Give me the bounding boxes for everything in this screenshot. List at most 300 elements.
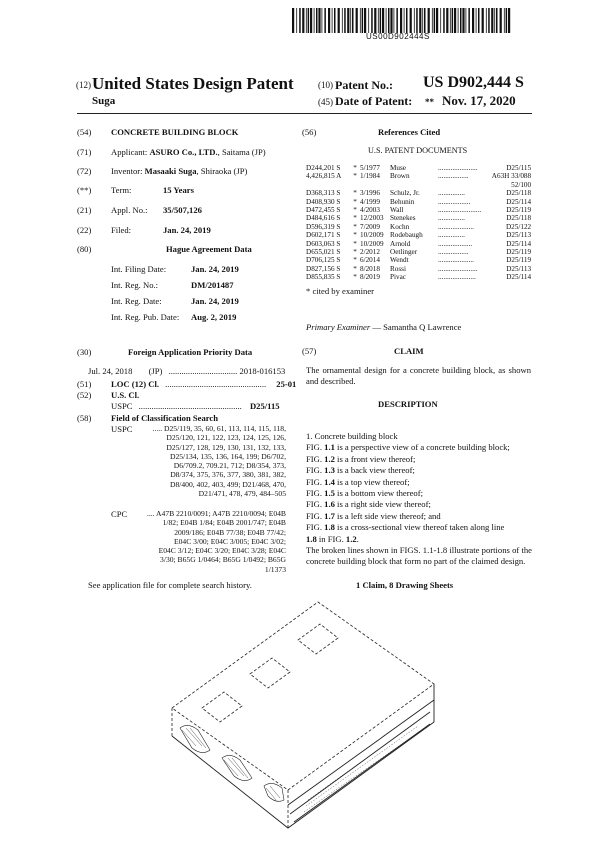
uspc-class-line: D6/709.2, 709.21, 712; D8/354, 373, <box>173 461 286 471</box>
applicant-field <box>77 147 266 158</box>
dot-leader: ........................ <box>438 206 482 215</box>
references-heading: References Cited <box>378 127 441 137</box>
figure-description <box>306 488 532 499</box>
ref-cited-mark <box>350 181 360 189</box>
reference-row <box>306 231 531 239</box>
barcode-bar <box>318 8 320 33</box>
reference-row <box>306 265 531 273</box>
claim-code: (57) <box>302 346 317 356</box>
barcode-bar <box>494 8 495 33</box>
ref-cited-mark: * <box>353 256 357 265</box>
fig-number: 1.2 <box>324 453 335 464</box>
field-of-search-heading-row <box>77 413 218 424</box>
dot-leader: ............................................... <box>165 379 267 389</box>
reference-row <box>306 214 531 222</box>
barcode-bar <box>374 8 376 33</box>
barcode-bar <box>496 8 498 33</box>
barcode-bar <box>400 8 402 33</box>
hague-row <box>111 312 236 323</box>
fig-text: is a left side view thereof; and <box>334 510 441 521</box>
uspc-search-classes <box>129 424 286 498</box>
figure-description <box>306 465 532 476</box>
ref-date: 4/2003 <box>360 206 380 215</box>
claim-heading: CLAIM <box>394 346 424 356</box>
foreign-priority-heading: Foreign Application Priority Data <box>128 347 253 357</box>
dot-leader: ................... <box>438 239 473 248</box>
fig-number: 1.8 <box>324 522 335 533</box>
field-code: (72) <box>77 166 92 176</box>
fig-prefix: FIG. <box>306 442 325 453</box>
barcode-bar <box>378 8 379 33</box>
barcode-bar <box>488 8 490 33</box>
cpc-search-label: CPC <box>111 509 128 519</box>
figure-description <box>306 522 532 533</box>
applicant-label: Applicant: <box>111 147 148 157</box>
kind-code-12: (12) <box>76 80 91 90</box>
barcode-bar <box>362 8 364 33</box>
appl-label: Appl. No.: <box>111 205 148 215</box>
date-of-patent-label: Date of Patent: <box>335 94 413 108</box>
ref-cited-mark: * <box>353 264 357 273</box>
barcode-bar <box>446 8 448 33</box>
cell-outline-1 <box>202 692 242 722</box>
ref-date: 5/1977 <box>360 164 380 172</box>
uspc-class-line: D8/374, 375, 376, 377, 380, 381, 382, <box>170 470 286 480</box>
ref-number: D244,201 S <box>306 164 341 172</box>
hague-value: DM/201487 <box>191 280 234 290</box>
barcode-bar <box>390 8 392 33</box>
ref-class: D25/114 <box>506 239 532 248</box>
dot-leader: ............... <box>438 214 465 223</box>
barcode-graphic <box>292 8 512 33</box>
barcode-bar <box>332 8 333 33</box>
barcode-bar <box>364 8 366 33</box>
fig-prefix: FIG. <box>306 510 325 521</box>
barcode-bar <box>368 8 369 33</box>
reference-row <box>306 198 531 206</box>
line-ref-text: in FIG. <box>316 533 346 544</box>
cpc-search-classes <box>129 509 286 574</box>
ref-inventor: Behunin <box>390 197 415 206</box>
fig-number: 1.7 <box>324 510 335 521</box>
barcode-bar <box>324 8 326 33</box>
term-label: Term: <box>111 185 132 195</box>
barcode-bar <box>404 8 405 33</box>
date-of-patent: Nov. 17, 2020 <box>442 93 516 108</box>
barcode-bar <box>328 8 330 33</box>
ref-number: D655,021 S <box>306 248 341 257</box>
barcode-bar <box>460 8 462 33</box>
fig-text: is a top view thereof; <box>334 476 410 487</box>
ref-inventor: Brown <box>390 172 410 181</box>
barcode-bar <box>347 8 349 33</box>
barcode-bar <box>491 8 493 33</box>
applicant-place: , Saitama (JP) <box>217 147 266 157</box>
ref-class: A63H 33/088 <box>491 172 532 181</box>
ref-cited-mark: * <box>353 206 357 215</box>
barcode-bar <box>443 8 445 33</box>
description-intro: 1. Concrete building block <box>306 431 398 441</box>
ref-inventor: Muse <box>390 164 406 172</box>
ref-class: D25/122 <box>505 222 532 231</box>
dot-leader: ............... <box>438 231 465 240</box>
reference-row <box>306 248 531 256</box>
uspc-search-label: USPC <box>111 424 133 434</box>
fig-prefix: FIG. <box>306 522 325 533</box>
ref-cited-mark: * <box>353 214 357 223</box>
dot-leader: ................. <box>438 172 469 181</box>
ref-class: D25/118 <box>506 214 532 223</box>
ref-date: 6/2014 <box>360 256 380 265</box>
block-groove-line-3 <box>294 724 430 822</box>
hague-label: Int. Reg. Date: <box>111 296 162 306</box>
term-value: 15 Years <box>163 185 194 195</box>
dot-leader: ................................................ <box>138 401 242 411</box>
dot-leader <box>438 181 481 189</box>
ref-cited-mark: * <box>353 248 357 257</box>
hague-value: Aug. 2, 2019 <box>191 312 237 322</box>
cell-outline-2 <box>250 658 290 688</box>
ref-date: 1/1984 <box>360 172 380 181</box>
hollow-cells-front <box>180 725 284 801</box>
field-code: (52) <box>77 390 92 400</box>
fig-number: 1.5 <box>324 488 335 499</box>
dot-leader: ..................... <box>438 273 476 282</box>
barcode-bar <box>458 8 459 33</box>
ref-number: D596,319 S <box>306 222 341 231</box>
barcode-bar <box>424 8 426 33</box>
barcode-bar <box>386 8 387 33</box>
ref-class: D25/118 <box>506 189 532 198</box>
description-body <box>306 431 532 568</box>
cpc-class-line: .... A47B 2210/0091; A47B 2210/0094; E04B <box>146 509 286 518</box>
description-heading: DESCRIPTION <box>378 399 438 409</box>
barcode-bar <box>371 8 373 33</box>
cited-by-examiner-note: * cited by examiner <box>306 286 375 296</box>
fig-number: 1.4 <box>324 476 335 487</box>
ref-number: D603,063 S <box>306 239 341 248</box>
barcode-bar <box>508 8 510 33</box>
cell-outline-3 <box>298 624 338 654</box>
cpc-class-line: 1/1373 <box>264 564 286 574</box>
term-extension-mark: ** <box>425 97 434 107</box>
application-number-field <box>77 205 202 216</box>
reference-row <box>306 273 531 281</box>
fig-prefix: FIG. <box>306 499 325 510</box>
ref-class: D25/119 <box>506 256 532 265</box>
cell-hatching <box>182 724 422 812</box>
field-of-search-heading: Field of Classification Search <box>111 413 219 423</box>
fig-prefix: FIG. <box>306 465 325 476</box>
cpc-class-line: E04C 3/00; E04C 3/005; E04C 3/02; <box>173 536 286 546</box>
uspc-class-line: D25/127, 128, 129, 130, 131, 132, 133, <box>166 442 286 452</box>
barcode-bar <box>410 8 412 33</box>
ref-inventor: Rodebaugh <box>390 231 423 240</box>
header-rule <box>77 113 532 114</box>
ref-cited-mark: * <box>353 273 357 282</box>
barcode-bar <box>334 8 336 33</box>
ref-date: 7/2009 <box>360 222 380 231</box>
field-code: (80) <box>77 244 92 254</box>
dot-leader: ...................... <box>438 264 478 273</box>
patent-number: US D902,444 S <box>423 74 524 91</box>
block-groove-line-2 <box>290 712 430 814</box>
fig-text: is a cross-sectional view thereof taken along line <box>334 522 505 533</box>
barcode-bar <box>316 8 318 33</box>
dot-leader: ............... <box>438 189 465 198</box>
ref-cited-mark: * <box>353 222 357 231</box>
fig-prefix: FIG. <box>306 488 325 499</box>
field-code: (54) <box>77 127 92 137</box>
barcode-bar <box>504 8 505 33</box>
ref-cited-mark: * <box>353 231 357 240</box>
ref-class: D25/113 <box>506 231 532 240</box>
barcode-bar <box>454 8 456 33</box>
filed-date: Jan. 24, 2019 <box>163 225 211 235</box>
barcode-bar <box>450 8 451 33</box>
hague-heading-row <box>77 244 103 255</box>
figure-description <box>306 454 532 465</box>
barcode-bar <box>416 8 418 33</box>
block-solid-edges <box>172 684 434 828</box>
ref-date: 10/2009 <box>360 239 384 248</box>
reference-row <box>306 206 531 214</box>
hague-value: Jan. 24, 2019 <box>191 296 239 306</box>
hague-label: Int. Reg. Pub. Date: <box>111 312 180 322</box>
ref-class: D25/113 <box>506 264 532 273</box>
title-field <box>77 127 239 138</box>
barcode-bar <box>419 8 421 33</box>
ref-cited-mark: * <box>353 164 357 172</box>
fig-text: is a front view thereof; <box>334 453 416 464</box>
dot-leader: ...................... <box>438 164 478 172</box>
us-cl-field <box>77 390 139 401</box>
barcode-bar <box>432 8 433 33</box>
ref-inventor: Rossi <box>390 264 406 273</box>
barcode-bar <box>396 8 398 33</box>
dot-leader: .................. <box>438 197 471 206</box>
fig-text: is a right side view thereof; <box>334 499 431 510</box>
fig-text: is a bottom view thereof; <box>334 488 423 499</box>
uspc-class-line: D8/400, 402, 403, 499; D21/468, 470, <box>169 479 286 489</box>
barcode-bar <box>314 8 315 33</box>
ref-number: D408,930 S <box>306 197 341 206</box>
priority-date: Jul. 24, 2018 <box>88 366 133 376</box>
reference-row <box>306 189 531 197</box>
cpc-class-line: 2009/186; E04B 77/38; E04B 77/42; <box>174 527 286 537</box>
reference-row <box>306 181 531 189</box>
ref-number: D827,156 S <box>306 264 341 273</box>
fig-text: is a back view thereof; <box>334 465 415 476</box>
ref-inventor <box>390 181 438 189</box>
ref-inventor: Schulz, Jr. <box>390 189 420 198</box>
ref-cited-mark: * <box>353 239 357 248</box>
fig-number: 1.3 <box>324 465 335 476</box>
barcode-bar <box>310 8 312 33</box>
cpc-class-line: 3/30; B65G 1/0464; B65G 1/0492; B65G <box>160 555 286 565</box>
barcode-bar <box>468 8 470 33</box>
reference-row <box>306 164 531 172</box>
barcode-bar <box>306 8 307 33</box>
ref-inventor: Oetlinger <box>390 248 418 257</box>
barcode-bar <box>356 8 358 33</box>
filed-field <box>77 225 211 236</box>
ref-date <box>360 181 390 189</box>
filed-label: Filed: <box>111 225 132 235</box>
barcode-bar <box>302 8 304 33</box>
ref-date: 4/1999 <box>360 197 380 206</box>
reference-row <box>306 172 531 180</box>
priority-number: 2018-016153 <box>239 366 286 376</box>
dot-leader: .................... <box>438 256 474 265</box>
uspc-class-line: D25/134, 135, 136, 164, 199; D6/702, <box>169 451 286 461</box>
barcode-bar <box>414 8 415 33</box>
hague-heading: Hague Agreement Data <box>166 244 252 254</box>
barcode-bar <box>338 8 340 33</box>
ref-class: D25/115 <box>506 164 532 172</box>
fig-prefix: FIG. <box>306 476 325 487</box>
barcode-bar <box>344 8 346 33</box>
ref-class: D25/119 <box>506 206 532 215</box>
reference-row <box>306 223 531 231</box>
barcode-bar <box>296 8 297 33</box>
barcode-bar <box>478 8 480 33</box>
barcode-bar <box>292 8 294 33</box>
kind-code-45: (45) <box>318 97 333 107</box>
ref-number: 4,426,815 A <box>306 172 342 181</box>
uspc-row <box>111 401 280 412</box>
reference-row <box>306 240 531 248</box>
field-code: (22) <box>77 225 92 235</box>
us-patent-documents-heading: U.S. PATENT DOCUMENTS <box>368 146 468 155</box>
inventor-field <box>77 166 247 177</box>
figure-description <box>306 499 532 510</box>
barcode-bar <box>452 8 454 33</box>
ref-date: 8/2018 <box>360 264 380 273</box>
ref-date: 3/1996 <box>360 189 380 198</box>
ref-inventor: Kochn <box>390 222 410 231</box>
barcode-bar <box>394 8 395 33</box>
hague-row <box>111 280 234 291</box>
field-code: (21) <box>77 205 92 215</box>
block-groove-line <box>288 700 434 805</box>
ref-date: 2/2012 <box>360 248 380 257</box>
uscl-label: U.S. Cl. <box>111 390 140 400</box>
barcode-bar <box>382 8 384 33</box>
barcode-number: US00D902444S <box>366 32 430 41</box>
ref-number: D484,616 S <box>306 214 341 223</box>
figure-description <box>306 511 532 522</box>
ref-date: 12/2003 <box>360 214 384 223</box>
applicant-name: ASURO Co., LTD. <box>149 147 218 157</box>
barcode-bar <box>352 8 354 33</box>
barcode-bar <box>299 8 301 33</box>
kind-code-10: (10) <box>318 80 333 90</box>
ref-inventor: Stenekes <box>390 214 416 223</box>
ref-inventor: Wall <box>390 206 404 215</box>
concrete-block-drawing <box>168 600 438 832</box>
line-ref-period: . <box>356 533 359 544</box>
barcode-bar <box>380 8 382 33</box>
barcode-bar <box>308 8 310 33</box>
hague-value: Jan. 24, 2019 <box>191 264 239 274</box>
field-code: (58) <box>77 413 92 423</box>
loc-value: 25-01 <box>276 379 297 389</box>
loc-field <box>77 379 296 390</box>
primary-examiner <box>306 322 461 333</box>
loc-label: LOC (12) Cl. <box>111 379 159 389</box>
fig-number: 1.1 <box>324 442 335 453</box>
barcode-bar <box>440 8 441 33</box>
uspc-class-line: ..... D25/119, 35, 60, 61, 113, 114, 115, 118, <box>152 424 286 433</box>
ref-number: D706,125 S <box>306 256 341 265</box>
barcode-bar <box>342 8 343 33</box>
ref-inventor: Wendt <box>390 256 409 265</box>
examiner-name: — Samantha Q Lawrence <box>370 322 462 332</box>
figure-list <box>306 442 532 533</box>
hague-label: Int. Filing Date: <box>111 264 167 274</box>
hague-row <box>111 296 239 307</box>
barcode-bar <box>486 8 487 33</box>
ref-number: D368,313 S <box>306 189 341 198</box>
barcode-bar <box>406 8 408 33</box>
ref-number: D602,171 S <box>306 231 341 240</box>
field-code: (**) <box>77 185 92 195</box>
barcode-bar <box>506 8 508 33</box>
dot-leader: ................. <box>438 248 469 257</box>
barcode-bar <box>428 8 430 33</box>
ref-class: D25/114 <box>506 273 532 282</box>
hague-label: Int. Reg. No.: <box>111 280 159 290</box>
cpc-class-line: 1/82; E04B 1/84; E04B 2001/747; E04B <box>162 518 286 528</box>
fig-text: is a perspective view of a concrete building block; <box>334 442 510 453</box>
uspc-class-line: D21/471, 478, 479, 484–505 <box>198 489 286 499</box>
references-code: (56) <box>302 127 317 137</box>
cpc-class-line: E04C 3/12; E04C 3/20; E04C 3/28; E04C <box>158 546 286 556</box>
ref-inventor: Pivac <box>390 273 406 282</box>
fig-prefix: FIG. <box>306 453 325 464</box>
barcode-bar <box>422 8 423 33</box>
appl-number: 35/507,126 <box>163 205 202 215</box>
figure-description <box>306 477 532 488</box>
inventor-name: Masaaki Suga <box>144 166 197 176</box>
claim-text: The ornamental design for a concrete building block, as shown and described. <box>306 365 531 386</box>
dot-leader: .................... <box>438 222 474 231</box>
ref-inventor: Arnold <box>390 239 411 248</box>
references-table <box>306 164 531 282</box>
barcode-bar <box>462 8 464 33</box>
barcode-bar <box>434 8 436 33</box>
barcode-bar <box>472 8 474 33</box>
fig-number: 1.6 <box>324 499 335 510</box>
block-top-face <box>172 602 434 790</box>
barcode-bar <box>482 8 484 33</box>
line-ref-figure: 1.2 <box>345 533 357 544</box>
barcode-bar <box>476 8 477 33</box>
patent-number-label: Patent No.: <box>335 78 393 92</box>
foreign-heading-row <box>77 347 103 358</box>
field-code: (30) <box>77 347 92 357</box>
term-field <box>77 185 194 196</box>
search-history-note: See application file for complete search history. <box>88 580 252 590</box>
ref-class: D25/119 <box>506 248 532 257</box>
uspc-class-line: D25/120, 121, 122, 123, 124, 125, 126, <box>166 433 286 443</box>
broken-lines-statement: The broken lines shown in FIGS. 1.1-1.8 illustrate portions of the concrete building block that form no part of the claimed design. <box>306 545 532 567</box>
ref-class: 52/100 <box>511 180 532 189</box>
ref-number: D472,455 S <box>306 206 341 215</box>
hague-row <box>111 264 239 275</box>
inventor-place: , Shiraoka (JP) <box>196 166 248 176</box>
